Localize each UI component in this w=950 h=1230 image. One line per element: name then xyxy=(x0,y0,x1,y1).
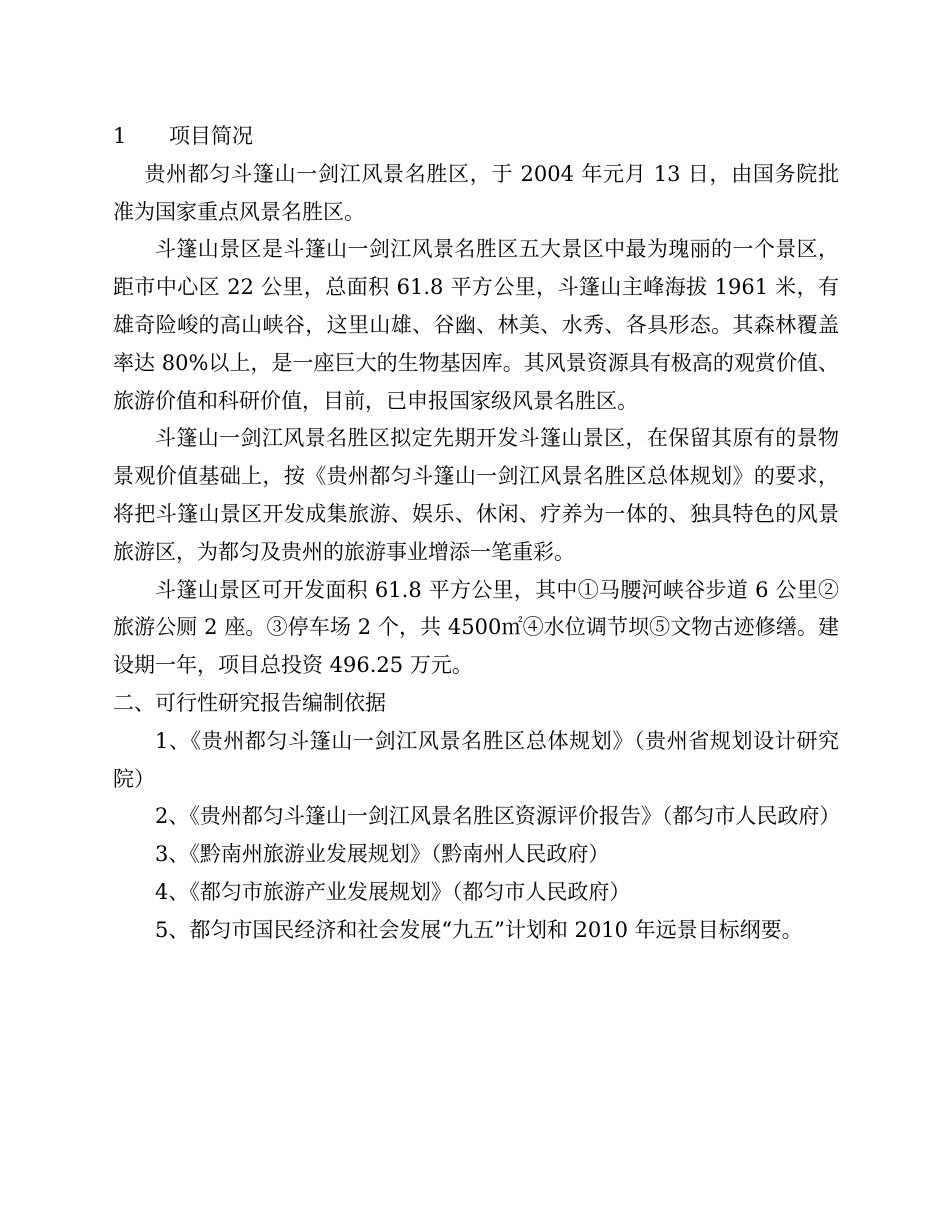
paragraph-investment: 斗篷山景区可开发面积 61.8 平方公里，其中①马腰河峡谷步道 6 公里②旅游公厕 2 座。③停车场 2 个，共 4500㎡④水位调节坝⑤文物古迹修缮。建设期一年，项目总投资 496.25 万元。 xyxy=(113,577,839,678)
section-1-heading xyxy=(113,118,839,156)
paragraph-approval: 贵州都匀斗篷山一剑江风景名胜区，于 2004 年元月 13 日，由国务院批准为国家重点风景名胜区。 xyxy=(113,161,839,224)
basis-item-2: 2、《贵州都匀斗篷山一剑江风景名胜区资源评价报告》（都匀市人民政府） xyxy=(155,804,841,829)
basis-item-4: 4、《都匀市旅游产业发展规划》（都匀市人民政府） xyxy=(155,879,631,904)
paragraph-scenic-area: 斗篷山景区是斗篷山一剑江风景名胜区五大景区中最为瑰丽的一个景区，距市中心区 22 公里，总面积 61.8 平方公里，斗篷山主峰海拔 1961 米，有雄奇险峻的高山峡谷，这里山雄、谷幽、林美、水秀、各具形态。其森林覆盖率达 80%以上，是一座巨大的生物基因库。其风景资源具有极高的观赏价值、旅游价值和科研价值，目前，已申报国家级风景名胜区。 xyxy=(113,237,839,413)
section-1-number: 1 xyxy=(113,124,127,148)
basis-item-3: 3、《黔南州旅游业发展规划》（黔南州人民政府） xyxy=(155,842,610,867)
paragraph-development-plan: 斗篷山一剑江风景名胜区拟定先期开发斗篷山景区，在保留其原有的景物景观价值基础上，按《贵州都匀斗篷山一剑江风景名胜区总体规划》的要求，将把斗篷山景区开发成集旅游、娱乐、休闲、疗养为一体的、独具特色的风景旅游区，为都匀及贵州的旅游事业增添一笔重彩。 xyxy=(113,426,839,564)
document-page xyxy=(113,118,839,950)
section-2-heading: 二、可行性研究报告编制依据 xyxy=(113,690,386,715)
section-1-title: 项目简况 xyxy=(169,124,253,148)
basis-item-1: 1、《贵州都匀斗篷山一剑江风景名胜区总体规划》（贵州省规划设计研究院） xyxy=(113,728,839,791)
basis-item-5: 5、都匀市国民经济和社会发展“九五”计划和 2010 年远景目标纲要。 xyxy=(155,917,803,942)
